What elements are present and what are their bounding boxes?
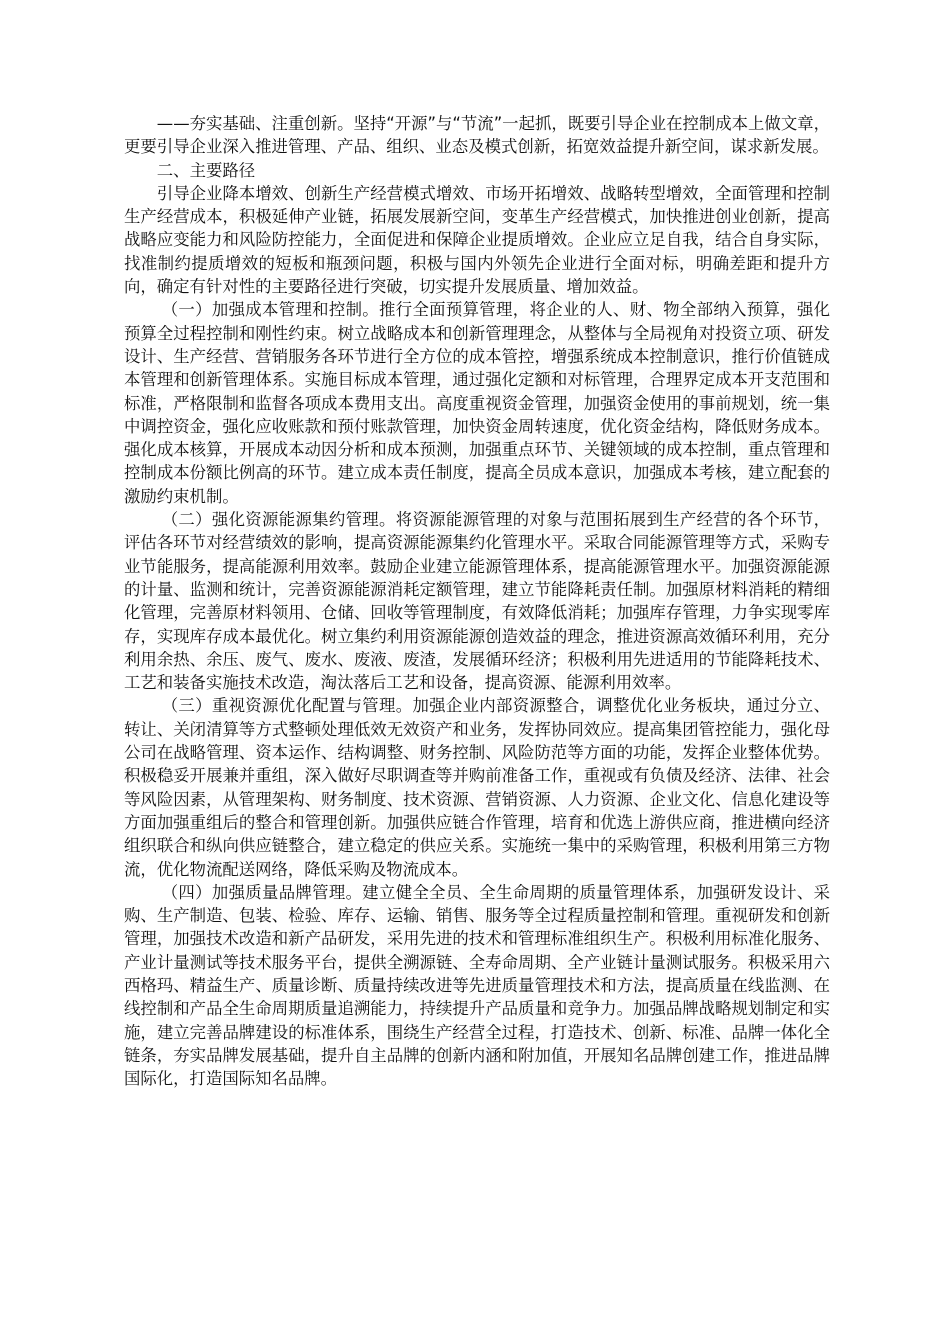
paragraph-main-paths-intro: 引导企业降本增效、创新生产经营模式增效、市场开拓增效、战略转型增效，全面管理和控制生产经营成本，积极延伸产业链，拓展发展新空间，变革生产经营模式，加快推进创业创新，提高战略应变能力和风险防控能力，全面促进和保障企业提质增效。企业应立足自我，结合自身实际，找准制约提质增效的短板和瓶颈问题，积极与国内外领先企业进行全面对标，明确差距和提升方向，确定有针对性的主要路径进行突破，切实提升发展质量、增加效益。: [124, 183, 830, 297]
paragraph-resource-energy: （二）强化资源能源集约管理。将资源能源管理的对象与范围拓展到生产经营的各个环节，评估各环节对经营绩效的影响，提高资源能源集约化管理水平。采取合同能源管理等方式，采购专业节能服务，提高能源利用效率。鼓励企业建立能源管理体系，提高能源管理水平。加强资源能源的计量、监测和统计，完善资源能源消耗定额管理，建立节能降耗责任制。加强原材料消耗的精细化管理，完善原材料领用、仓储、回收等管理制度，有效降低消耗；加强库存管理，力争实现零库存，实现库存成本最优化。树立集约利用资源能源创造效益的理念，推进资源高效循环利用，充分利用余热、余压、废气、废水、废液、废渣，发展循环经济；积极利用先进适用的节能降耗技术、工艺和装备实施技术改造，淘汰落后工艺和设备，提高资源、能源利用效率。: [124, 510, 830, 693]
paragraph-cost-management: （一）加强成本管理和控制。推行全面预算管理，将企业的人、财、物全部纳入预算，强化预算全过程控制和刚性约束。树立战略成本和创新管理理念，从整体与全局视角对投资立项、研发设计、生产经营、营销服务各环节进行全方位的成本管控，增强系统成本控制意识，推行价值链成本管理和创新管理体系。实施目标成本管理，通过强化定额和对标管理，合理界定成本开支范围和标准，严格限制和监督各项成本费用支出。高度重视资金管理，加强资金使用的事前规划，统一集中调控资金，强化应收账款和预付账款管理，加快资金周转速度，优化资金结构，降低财务成本。强化成本核算，开展成本动因分析和成本预测，加强重点环节、关键领域的成本控制，重点管理和控制成本份额比例高的环节。建立成本责任制度，提高全员成本意识，加强成本考核，建立配套的激励约束机制。: [124, 300, 830, 506]
paragraph-quality-brand: （四）加强质量品牌管理。建立健全全员、全生命周期的质量管理体系，加强研发设计、采购、生产制造、包装、检验、库存、运输、销售、服务等全过程质量控制和管理。重视研发和创新管理，加强技术改造和新产品研发，采用先进的技术和管理标准组织生产。积极利用标准化服务、产业计量测试等技术服务平台，提供全溯源链、全寿命周期、全产业链计量测试服务。积极采用六西格玛、精益生产、质量诊断、质量持续改进等先进质量管理技术和方法，提高质量在线监测、在线控制和产品全生命周期质量追溯能力，持续提升产品质量和竞争力。加强品牌战略规划制定和实施，建立完善品牌建设的标准体系，围绕生产经营全过程，打造技术、创新、标准、品牌一体化全链条，夯实品牌发展基础，提升自主品牌的创新内涵和附加值，开展知名品牌创建工作，推进品牌国际化，打造国际知名品牌。: [124, 882, 830, 1089]
paragraph-resource-allocation: （三）重视资源优化配置与管理。加强企业内部资源整合，调整优化业务板块，通过分立、转让、关闭清算等方式整顿处理低效无效资产和业务，发挥协同效应。提高集团管控能力，强化母公司在战略管理、资本运作、结构调整、财务控制、风险防范等方面的功能，发挥企业整体优势。积极稳妥开展兼并重组，深入做好尽职调查等并购前准备工作，重视或有负债及经济、法律、社会等风险因素，从管理架构、财务制度、技术资源、营销资源、人力资源、企业文化、信息化建设等方面加强重组后的整合和管理创新。加强供应链合作管理，培育和优选上游供应商，推进横向经济组织联合和纵向供应链整合，建立稳定的供应关系。实施统一集中的采购管理，积极利用第三方物流，优化物流配送网络，降低采购及物流成本。: [124, 696, 830, 879]
paragraph-principle: ——夯实基础、注重创新。坚持“开源”与“节流”一起抓，既要引导企业在控制成本上做文章，更要引导企业深入推进管理、产品、组织、业态及模式创新，拓宽效益提升新空间，谋求新发展。: [124, 114, 830, 157]
document-body: [124, 112, 830, 1090]
section-heading-main-paths: 二、主要路径: [156, 160, 256, 180]
